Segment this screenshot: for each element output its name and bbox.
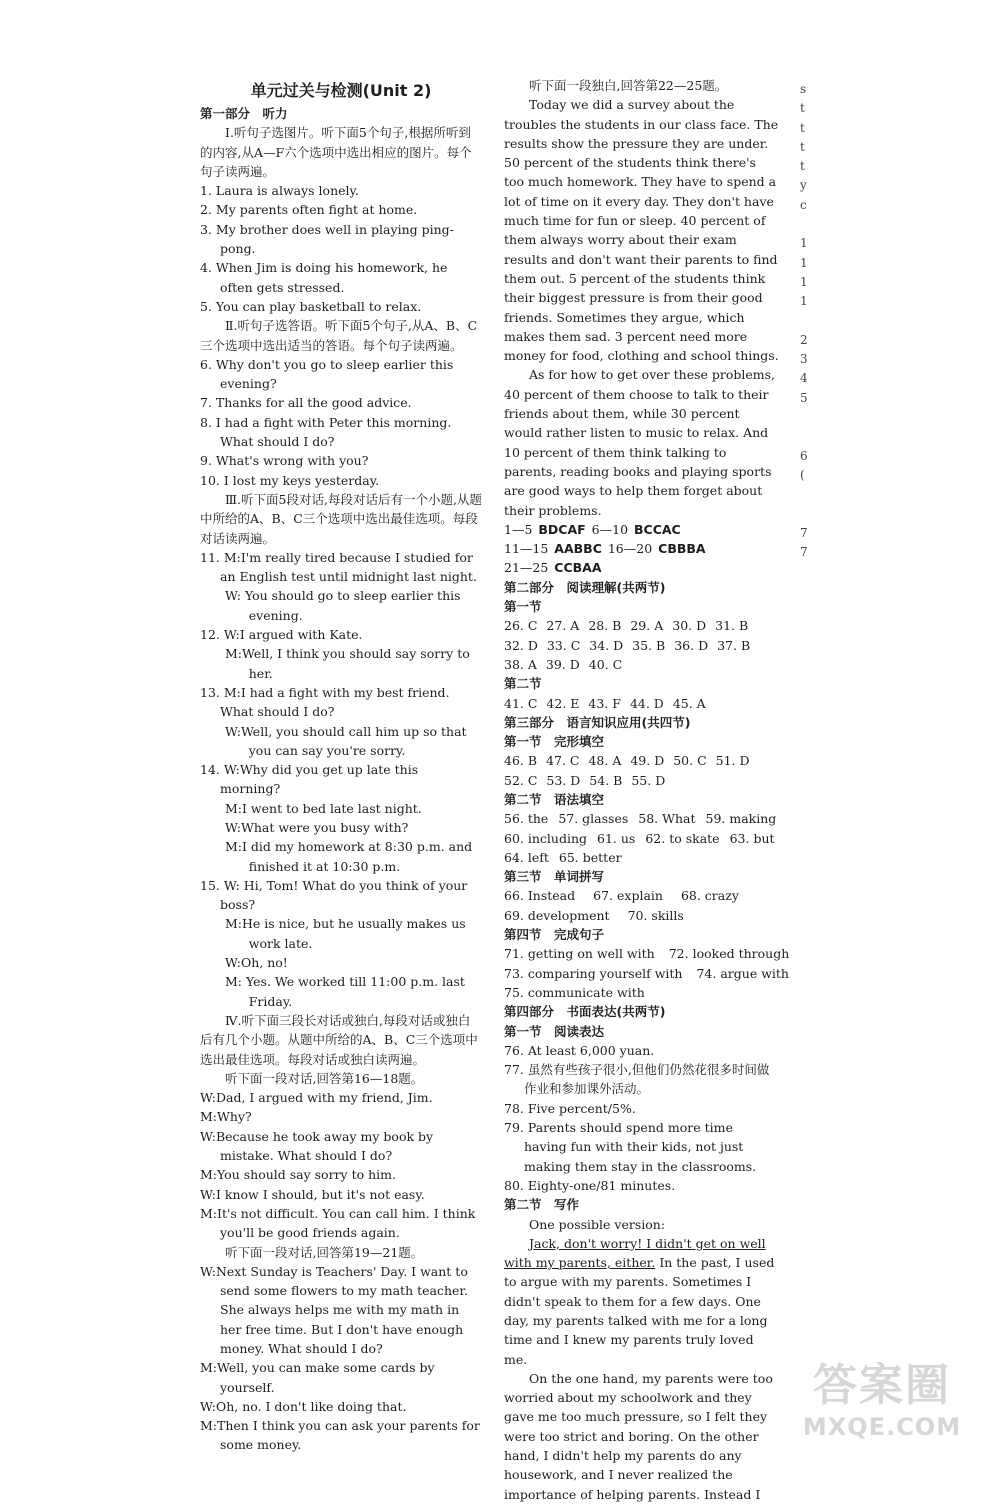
answer-row (504, 539, 779, 558)
edge-fragment (800, 215, 814, 234)
answer-key: BCCAC (634, 521, 681, 537)
answer-item: 74. argue with (696, 965, 789, 981)
edge-fragment: s (800, 82, 807, 96)
dialog-number: 15. (200, 877, 224, 893)
page-title: 单元过关与检测(Unit 2) (250, 81, 432, 100)
answer-key: CBBBA (658, 541, 706, 557)
answer-item: 55. D (631, 772, 666, 788)
answer-key: CCBAA (554, 560, 602, 576)
answer-key: BDCAF (538, 521, 586, 537)
answer-item: 34. D (589, 637, 624, 653)
answer-item: 71. getting on well with (504, 946, 655, 962)
essay-para1-rest: In the past, I used to argue with my parents. Sometimes I didn't speak to them for a few days. One day, my parents talked with me for a long time and I knew my parents truly loved me. (504, 1255, 775, 1367)
section3-dialogs (200, 548, 482, 1011)
edge-fragment: 1 (800, 274, 808, 289)
part3-section1: 第一节 完形填空 (504, 734, 605, 750)
dialog-number: 11. (200, 549, 224, 565)
answer-item: 61. us (597, 830, 636, 846)
dialog-line: W:Because he took away my book by mistake. What should I do? (200, 1128, 434, 1164)
edge-fragment: 1 (800, 294, 808, 309)
edge-fragment: 1 (800, 255, 808, 270)
section4-intro: Ⅳ.听下面三段长对话或独白,每段对话或独白后有几个小题。从题中所给的A、B、C三个选项中选出最佳选项。每段对话或独白读两遍。 (200, 1012, 478, 1067)
edge-fragment: t (800, 120, 805, 135)
answer-item: 57. glasses (558, 811, 629, 827)
edge-fragment (800, 427, 814, 446)
answer-item: 53. D (546, 772, 581, 788)
part2-section1: 第一节 (504, 599, 542, 615)
listening-item: 7. Thanks for all the good advice. (200, 395, 412, 411)
answer-range: 6—10 (587, 521, 632, 537)
answer-range: 21—25 (504, 560, 553, 576)
answer-row (504, 751, 779, 770)
dialog-line: W:Next Sunday is Teachers' Day. I want to send some flowers to my math teacher. She always helps me with my math in her free time. But I don't have enough money. What should I do? (200, 1263, 468, 1356)
part3-heading: 第三部分 语言知识应用(共四节) (504, 714, 691, 730)
part4-section1: 第一节 阅读表达 (504, 1023, 605, 1039)
edge-fragment: t (800, 101, 805, 116)
answer-item: 39. D (545, 656, 580, 672)
dialog-line: M:You should say sorry to him. (200, 1167, 396, 1183)
answer-item: 51. D (715, 753, 750, 769)
answer-item: 69. development (504, 907, 610, 923)
dialog-text: W:Well, you should call him up so that you can say you're sorry. (225, 723, 467, 758)
answer-item: 46. B (504, 753, 538, 769)
cropped-next-column (800, 80, 814, 678)
listening-answers (504, 520, 779, 578)
answer-item: 50. C (673, 753, 707, 769)
answer-item: 60. including (504, 830, 588, 846)
answer-row (504, 771, 779, 790)
answer-item: 64. left (504, 849, 549, 865)
answer-item: 44. D (629, 695, 664, 711)
section2-items (200, 355, 482, 490)
part3-section4: 第四节 完成句子 (504, 927, 605, 943)
answer-row (504, 520, 779, 539)
essay-underlined-sentence: Jack, don't worry! I didn't get on well with my parents, either. (504, 1235, 766, 1271)
answer-row (504, 848, 779, 867)
dialog-text: W: You should go to sleep earlier this evening. (225, 588, 461, 623)
dialog-line (200, 953, 482, 972)
part1-heading: 第一部分 听力 (200, 106, 288, 121)
part3-section3-answers (504, 886, 779, 925)
monologue-para2: As for how to get over these problems, 40 percent of them choose to talk to their friends about them, while 30 percent would rather listen to music to relax. And 10 percent of them think talking to parents, reading books and playing sports are good ways to help them forget about their problems. (504, 367, 776, 518)
answer-row (504, 655, 779, 674)
essay-para1 (504, 1234, 779, 1369)
edge-fragment (800, 312, 814, 331)
watermark-logo: 答案圈 (813, 1360, 951, 1411)
part4-section1-answers (504, 1041, 779, 1195)
dialog-16-18 (200, 1088, 482, 1242)
section4-sub2: 听下面一段对话,回答第19—21题。 (225, 1244, 424, 1260)
reading-answer: 76. At least 6,000 yuan. (504, 1042, 655, 1058)
answer-row (504, 694, 779, 713)
listening-item: 4. When Jim is doing his homework, he often gets stressed. (200, 260, 448, 295)
dialog-line (200, 760, 482, 799)
answer-row (504, 616, 779, 635)
answer-item: 72. looked through (668, 946, 790, 962)
part4-section2: 第二节 写作 (504, 1197, 580, 1213)
dialog-text: W:I argued with Kate. (223, 627, 363, 643)
answer-item: 58. What (638, 811, 696, 827)
answer-item: 37. B (717, 637, 751, 653)
part3-section1-answers (504, 751, 779, 790)
answer-row (504, 809, 779, 828)
dialog-line: W:Dad, I argued with my friend, Jim. (200, 1090, 433, 1106)
reading-answer: 80. Eighty-one/81 minutes. (504, 1177, 676, 1193)
answer-item: 75. communicate with (504, 984, 645, 1000)
dialog-line: M:Well, you can make some cards by yourself. (200, 1360, 435, 1395)
answer-item: 45. A (672, 695, 706, 711)
answer-item: 48. A (588, 753, 622, 769)
dialog-line (200, 914, 482, 953)
answer-item: 43. F (588, 695, 621, 711)
dialog-text: W:Why did you get up late this morning? (220, 762, 419, 797)
dialog-line: M:It's not difficult. You can call him. I think you'll be good friends again. (200, 1205, 476, 1241)
part2-section2: 第二节 (504, 676, 542, 692)
answer-item: 40. C (588, 656, 623, 672)
edge-fragment: c (800, 197, 807, 212)
listening-item: 9. What's wrong with you? (200, 453, 369, 469)
answer-row (504, 558, 779, 577)
dialog-text: W:Oh, no! (225, 955, 288, 971)
listening-item: 6. Why don't you go to sleep earlier this evening? (200, 356, 454, 392)
answer-row (504, 983, 779, 1002)
dialog-text: W: Hi, Tom! What do you think of your boss? (220, 877, 468, 913)
reading-answer: 78. Five percent/5%. (504, 1100, 636, 1116)
answer-item: 68. crazy (680, 888, 739, 904)
answer-item: 31. B (715, 618, 749, 634)
part3-section2: 第二节 语法填空 (504, 791, 605, 807)
answer-row (504, 964, 789, 983)
answer-item: 56. the (504, 811, 549, 827)
edge-fragment: 6 (800, 448, 808, 463)
answer-item: 62. to skate (645, 830, 720, 846)
dialog-line: W:I know I should, but it's not easy. (200, 1186, 425, 1202)
dialog-number: 14. (200, 762, 224, 778)
edge-fragment (800, 640, 814, 659)
part2-section1-answers (504, 616, 779, 674)
monologue-para1: Today we did a survey about the troubles the students in our class face. The results show the pressure they are under. 50 percent of the students think there's too much homework. They have to spend a lot of time on it every day. They don't have much time for fun or sleep. 40 percent of them always worry about their exam results and don't want their parents to find them out. 5 percent of the students think their biggest pressure is from their good friends. Sometimes they argue, which makes them sad. 3 percent need more money for food, clothing and school things. (504, 97, 779, 364)
edge-fragment (800, 408, 814, 427)
edge-fragment (800, 505, 814, 524)
answer-item: 47. C (546, 753, 580, 769)
section1-intro: Ⅰ.听句子选图片。听下面5个句子,根据所听到的内容,从A—F六个选项中选出相应的图片。每个句子读两遍。 (200, 125, 472, 179)
answer-item: 41. C (504, 695, 538, 711)
dialog-text: M:I did my homework at 8:30 p.m. and finished it at 10:30 p.m. (225, 839, 473, 874)
dialog-line (200, 818, 482, 837)
answer-item: 54. B (589, 772, 623, 788)
dialog-line: M:Why? (200, 1109, 252, 1125)
answer-item: 29. A (630, 618, 664, 634)
dialog-text: W:What were you busy with? (225, 819, 409, 835)
edge-fragment: ( (800, 467, 805, 482)
answer-key: AABBC (554, 541, 602, 557)
part3-section3: 第三节 单词拼写 (504, 869, 605, 885)
answer-item: 66. Instead (504, 888, 576, 904)
edge-fragment: y (800, 178, 807, 193)
dialog-line (200, 548, 482, 587)
reading-answer: 77. 虽然有些孩子很小,但他们仍然花很多时间做作业和参加课外活动。 (504, 1062, 770, 1097)
listening-item: 5. You can play basketball to relax. (200, 298, 422, 314)
dialog-text: M:I'm really tired because I studied for an English test until midnight last night. (220, 549, 477, 585)
edge-fragment: 5 (800, 390, 808, 405)
edge-fragment (800, 601, 814, 620)
listening-item: 10. I lost my keys yesterday. (200, 472, 380, 488)
answer-item: 67. explain (593, 888, 663, 904)
edge-fragment: t (800, 139, 805, 154)
edge-fragment: 4 (800, 371, 808, 386)
answer-item: 33. C (546, 637, 581, 653)
dialog-line (200, 586, 482, 625)
answer-item: 36. D (674, 637, 709, 653)
answer-item: 52. C (504, 772, 538, 788)
answer-row (504, 906, 779, 925)
part2-heading: 第二部分 阅读理解(共两节) (504, 579, 666, 595)
answer-item: 32. D (504, 637, 538, 653)
answer-range: 1—5 (504, 521, 537, 537)
edge-fragment (800, 485, 814, 504)
answer-item: 70. skills (627, 907, 684, 923)
middle-column (504, 78, 790, 1504)
dialog-line (200, 625, 482, 644)
part4-heading: 第四部分 书面表达(共两节) (504, 1004, 666, 1020)
answer-item: 65. better (558, 849, 622, 865)
answer-item: 28. B (588, 618, 622, 634)
dialog-line (200, 799, 482, 818)
edge-fragment: 1 (800, 236, 808, 251)
dialog-number: 13. (200, 684, 224, 700)
section4-sub1: 听下面一段对话,回答第16—18题。 (225, 1070, 424, 1086)
listening-item: 1. Laura is always lonely. (200, 183, 359, 199)
dialog-text: M:Well, I think you should say sorry to her. (225, 646, 470, 681)
edge-fragment (800, 562, 814, 581)
dialog-line (200, 722, 482, 761)
reading-answer: 79. Parents should spend more time having fun with their kids, not just making them stay in the classrooms. (504, 1120, 757, 1174)
dialog-text: M:I had a fight with my best friend. What should I do? (220, 684, 450, 720)
watermark-site: MXQE.COM (802, 1413, 962, 1441)
dialog-line (200, 876, 482, 915)
dialog-line: W:Oh, no. I don't like doing that. (200, 1398, 407, 1414)
answer-item: 42. E (546, 695, 580, 711)
listening-item: 8. I had a fight with Peter this morning. What should I do? (200, 414, 452, 450)
dialog-line (200, 683, 482, 722)
dialog-text: M: Yes. We worked till 11:00 p.m. last Friday. (225, 974, 465, 1009)
dialog-number: 12. (200, 627, 224, 643)
listening-item: 2. My parents often fight at home. (200, 202, 418, 218)
part3-section4-answers (504, 944, 790, 1002)
answer-item: 27. A (546, 618, 580, 634)
dialog-line (200, 837, 482, 876)
part2-section2-answers (504, 694, 779, 713)
answer-item: 59. making (705, 811, 777, 827)
edge-fragment (800, 620, 814, 639)
answer-item: 35. B (632, 637, 666, 653)
edge-fragment: 2 (800, 332, 808, 347)
edge-fragment (800, 659, 814, 678)
dialog-line (200, 644, 482, 683)
section3-intro: Ⅲ.听下面5段对话,每段对话后有一个小题,从题中所给的A、B、C三个选项中选出最佳选项。每段对话读两遍。 (200, 491, 482, 546)
listening-item: 3. My brother does well in playing ping-pong. (200, 221, 454, 257)
answer-row (504, 886, 779, 905)
section2-intro: Ⅱ.听句子选答语。听下面5个句子,从A、B、C三个选项中选出适当的答语。每个句子读两遍。 (200, 318, 478, 353)
edge-fragment (800, 582, 814, 601)
dialog-19-21 (200, 1262, 482, 1455)
answer-item: 30. D (672, 618, 707, 634)
essay-label: One possible version: (529, 1216, 666, 1232)
edge-fragment: 7 (800, 525, 808, 540)
edge-fragment: 3 (800, 352, 808, 367)
dialog-line (200, 972, 482, 1011)
answer-row (504, 636, 779, 655)
section4-sub3: 听下面一段独白,回答第22—25题。 (529, 78, 728, 93)
part3-section2-answers (504, 809, 779, 867)
section1-items (200, 181, 482, 316)
answer-item: 63. but (729, 830, 775, 846)
edge-fragment: t (800, 159, 805, 174)
answer-row (504, 829, 779, 848)
watermark (782, 1349, 982, 1449)
dialog-text: M:I went to bed late last night. (225, 800, 422, 816)
answer-item: 49. D (630, 753, 665, 769)
dialog-text: M:He is nice, but he usually makes us work late. (225, 916, 466, 951)
answer-item: 26. C (504, 618, 538, 634)
answer-row (504, 944, 790, 963)
answer-item: 73. comparing yourself with (504, 965, 683, 981)
answer-range: 16—20 (603, 541, 657, 557)
edge-fragment: 7 (800, 545, 808, 560)
dialog-line: M:Then I think you can ask your parents for some money. (200, 1418, 480, 1453)
answer-range: 11—15 (504, 541, 553, 557)
answer-item: 38. A (504, 656, 537, 672)
left-column (200, 80, 482, 1455)
essay-para2: On the one hand, my parents were too worried about my schoolwork and they gave me too much pressure, so I felt they were too strict and boring. On the other hand, I didn't help my parents do any housework, and I never realized the importance of helping parents. Instead I (504, 1370, 773, 1502)
